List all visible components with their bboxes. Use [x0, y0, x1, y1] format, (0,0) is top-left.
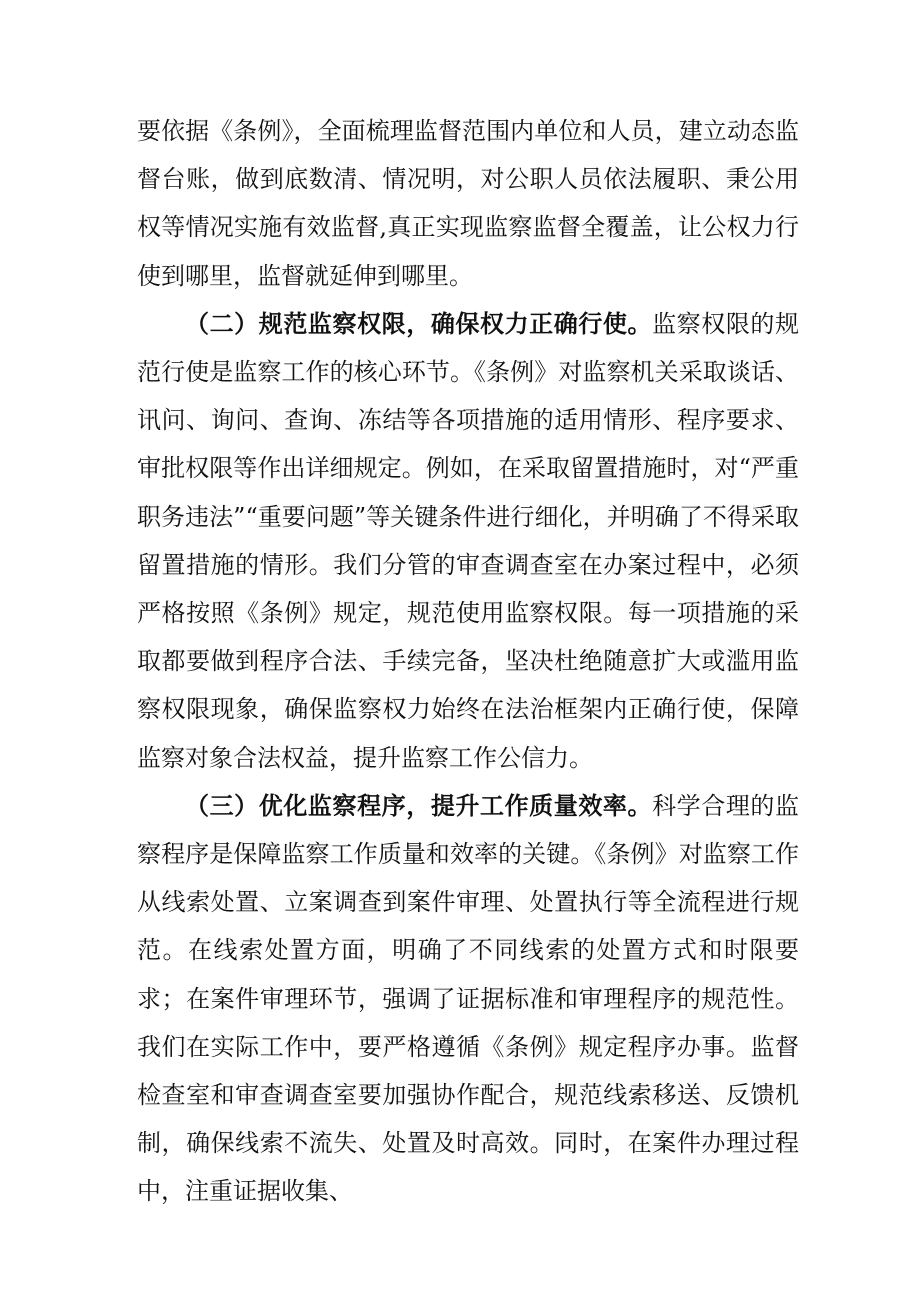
- paragraph-continuation: [137, 107, 799, 300]
- section-heading: （三）优化监察程序，提升工作质量效率。: [185, 790, 653, 820]
- paragraph-section-3: [137, 782, 799, 1216]
- section-heading: （二）规范监察权限，确保权力正确行使。: [185, 308, 653, 338]
- paragraph-text: 监察权限的规范行使是监察工作的核心环节。《条例》对监察机关采取谈话、讯问、询问、查询、冻结等各项措施的适用情形、程序要求、审批权限等作出详细规定。例如，在采取留置措施时，对“严重职务违法”“重要问题”等关键条件进行细化，并明确了不得采取留置措施的情形。我们分管的审查调查室在办案过程中，必须严格按照《条例》规定，规范使用监察权限。每一项措施的采取都要做到程序合法、手续完备，坚决杜绝随意扩大或滥用监察权限现象，确保监察权力始终在法治框架内正确行使，保障监察对象合法权益，提升监察工作公信力。: [137, 309, 800, 772]
- paragraph-section-2: [137, 300, 799, 782]
- paragraph-text: 科学合理的监察程序是保障监察工作质量和效率的关键。《条例》对监察工作从线索处置、立案调查到案件审理、处置执行等全流程进行规范。在线索处置方面，明确了不同线索的处置方式和时限要求；在案件审理环节，强调了证据标准和审理程序的规范性。我们在实际工作中，要严格遵循《条例》规定程序办事。监督检查室和审查调查室要加强协作配合，规范线索移送、反馈机制，确保线索不流失、处置及时高效。同时，在案件办理过程中，注重证据收集、: [137, 791, 800, 1206]
- paragraph-text: 要依据《条例》，全面梳理监督范围内单位和人员，建立动态监督台账，做到底数清、情况明，对公职人员依法履职、秉公用权等情况实施有效监督,真正实现监察监督全覆盖，让公权力行使到哪里，监督就延伸到哪里。: [137, 117, 799, 290]
- document-body: [137, 107, 799, 1216]
